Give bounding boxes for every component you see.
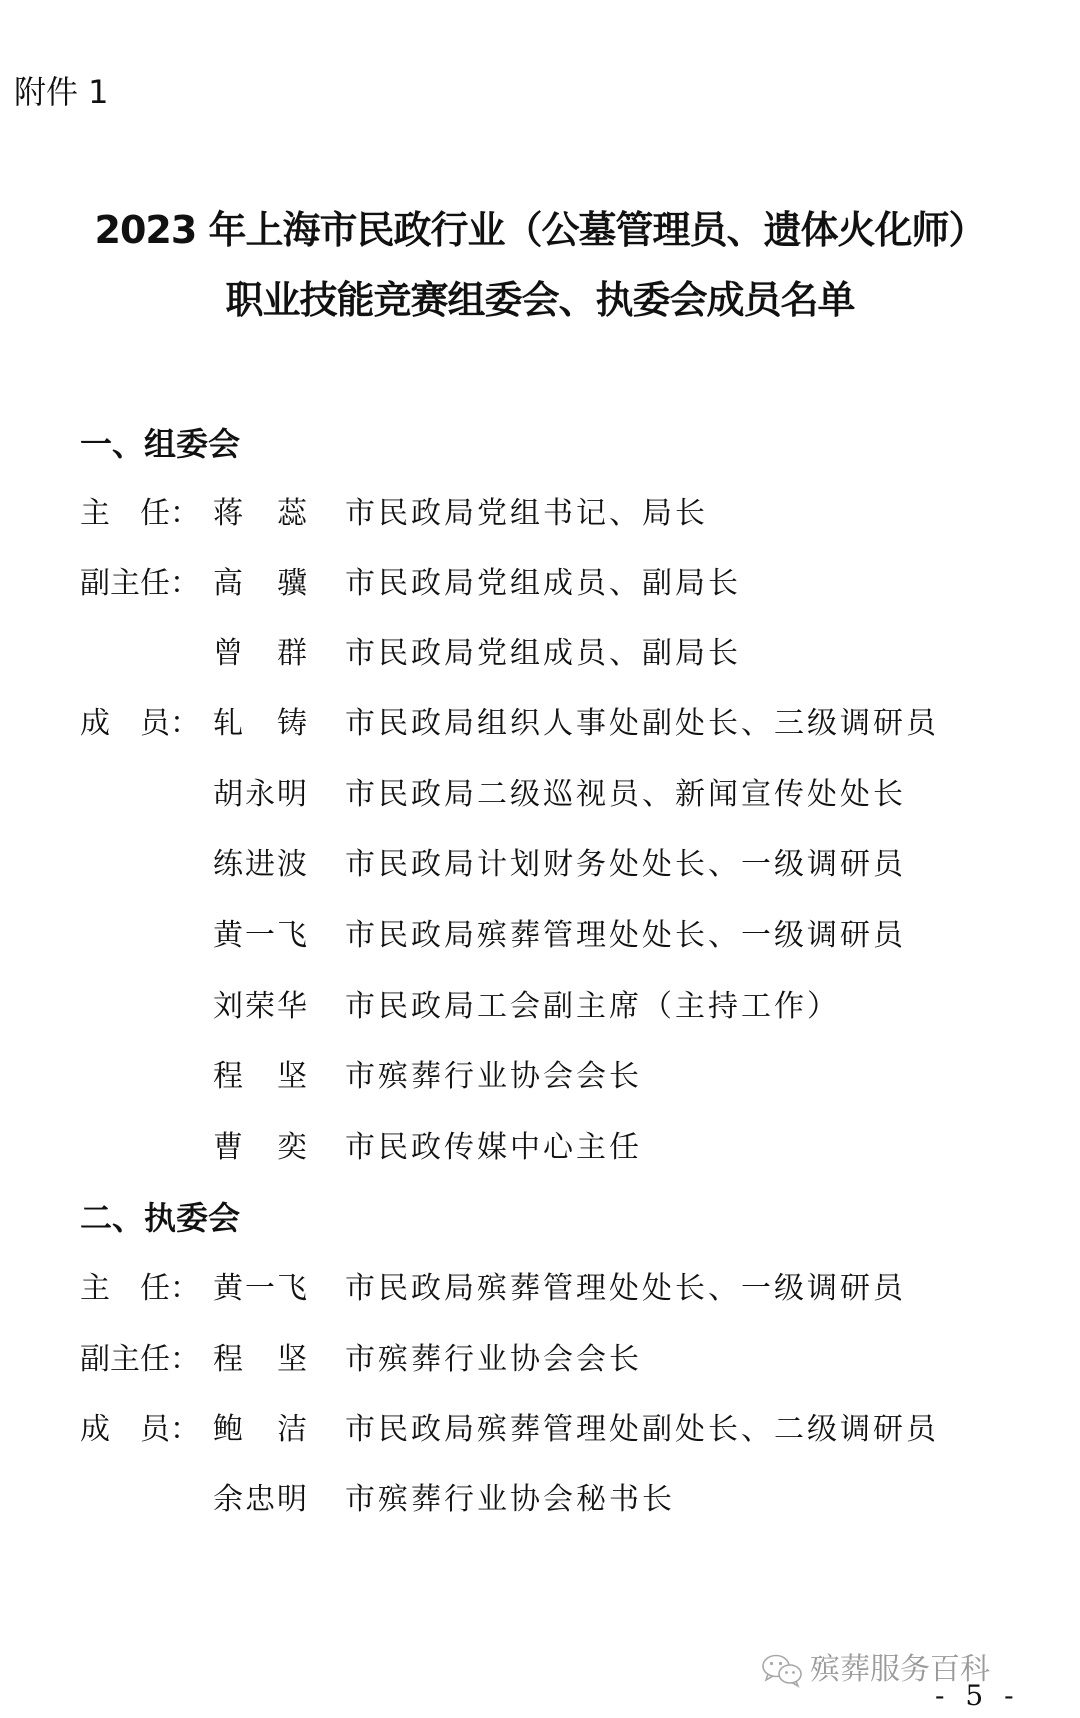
member-name: 练进波	[213, 847, 309, 882]
member-row	[0, 492, 1080, 536]
member-duty: 市殡葬行业协会会长	[345, 1059, 642, 1094]
member-name: 蒋 蕊	[213, 496, 309, 531]
document-title-line-1: 2023 年上海市民政行业（公墓管理员、遗体火化师）	[94, 208, 986, 252]
member-row	[0, 562, 1080, 606]
role-label: 成 员：	[80, 706, 200, 741]
member-duty: 市民政局党组成员、副局长	[345, 636, 741, 671]
member-row	[0, 1267, 1080, 1311]
member-duty: 市民政传媒中心主任	[345, 1130, 642, 1165]
member-row	[0, 773, 1080, 817]
member-duty: 市民政局工会副主席（主持工作）	[345, 989, 840, 1024]
member-duty: 市民政局殡葬管理处处长、一级调研员	[345, 1271, 906, 1306]
member-row	[0, 702, 1080, 746]
document-title-line-2: 职业技能竞赛组委会、执委会成员名单	[225, 278, 855, 322]
member-name: 程 坚	[213, 1342, 309, 1377]
role-label: 副主任：	[80, 1342, 200, 1377]
member-row	[0, 1338, 1080, 1382]
member-duty: 市民政局二级巡视员、新闻宣传处处长	[345, 777, 906, 812]
member-duty: 市殡葬行业协会秘书长	[345, 1482, 675, 1517]
attachment-label: 附件 1	[14, 73, 109, 111]
member-row	[0, 1055, 1080, 1099]
section-heading-executive-committee: 二、执委会	[80, 1199, 241, 1237]
wechat-icon	[760, 1652, 804, 1688]
member-name: 黄一飞	[213, 1271, 309, 1306]
member-duty: 市民政局党组书记、局长	[345, 496, 708, 531]
page-number: - 5 -	[935, 1679, 1020, 1712]
member-name: 高 骥	[213, 566, 309, 601]
member-row	[0, 843, 1080, 887]
member-name: 程 坚	[213, 1059, 309, 1094]
watermark-text: 殡葬服务百科	[810, 1652, 990, 1687]
member-duty: 市民政局殡葬管理处处长、一级调研员	[345, 918, 906, 953]
member-name: 曾 群	[213, 636, 309, 671]
member-name: 轧 铸	[213, 706, 309, 741]
member-duty: 市民政局党组成员、副局长	[345, 566, 741, 601]
member-duty: 市民政局计划财务处处长、一级调研员	[345, 847, 906, 882]
role-label: 成 员：	[80, 1412, 200, 1447]
member-duty: 市民政局殡葬管理处副处长、二级调研员	[345, 1412, 939, 1447]
member-name: 曹 奕	[213, 1130, 309, 1165]
member-row	[0, 632, 1080, 676]
member-row	[0, 985, 1080, 1029]
role-label: 副主任：	[80, 566, 200, 601]
member-name: 鲍 洁	[213, 1412, 309, 1447]
member-duty: 市民政局组织人事处副处长、三级调研员	[345, 706, 939, 741]
member-row	[0, 1126, 1080, 1170]
member-name: 余忠明	[213, 1482, 309, 1517]
role-label: 主 任：	[80, 496, 200, 531]
member-name: 胡永明	[213, 777, 309, 812]
member-name: 刘荣华	[213, 989, 309, 1024]
member-row	[0, 914, 1080, 958]
role-label: 主 任：	[80, 1271, 200, 1306]
section-heading-organizing-committee: 一、组委会	[80, 425, 241, 463]
member-row	[0, 1478, 1080, 1522]
member-row	[0, 1408, 1080, 1452]
member-duty: 市殡葬行业协会会长	[345, 1342, 642, 1377]
member-name: 黄一飞	[213, 918, 309, 953]
